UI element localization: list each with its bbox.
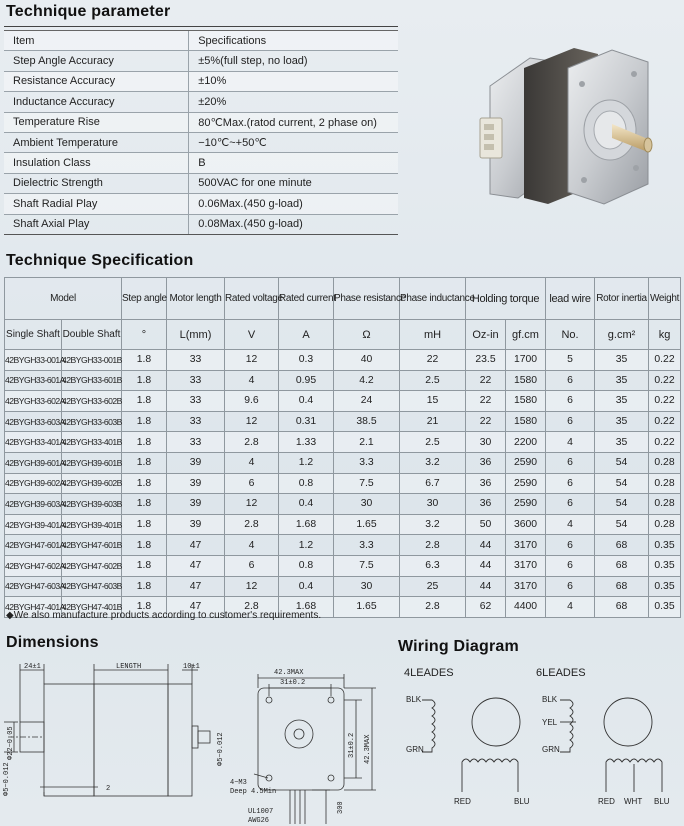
spec-cell: 36: [466, 494, 506, 515]
spec-cell: 0.4: [279, 494, 334, 515]
spec-cell: 2590: [506, 452, 546, 473]
spec-cell: 4400: [506, 597, 546, 618]
spec-cell: 1.68: [279, 597, 334, 618]
spec-unit-row: [5, 320, 681, 350]
spec-cell: 35: [595, 370, 649, 391]
model-cell: 42BYGH39-401B: [62, 514, 122, 535]
header-step-angle: Step angle: [122, 278, 167, 320]
spec-cell: 44: [466, 555, 506, 576]
spec-cell: 6: [546, 411, 595, 432]
spec-cell: 3600: [506, 514, 546, 535]
spec-cell: 0.8: [279, 473, 334, 494]
spec-cell: 0.4: [279, 391, 334, 412]
spec-cell: 22: [466, 391, 506, 412]
spec-cell: 6: [546, 370, 595, 391]
spec-cell: 3.2: [400, 514, 466, 535]
spec-cell: 6: [546, 391, 595, 412]
dim-lead-length: 300: [337, 801, 345, 814]
dim-length: LENGTH: [116, 663, 142, 671]
spec-cell: 39: [167, 494, 225, 515]
spec-cell: 3.2: [400, 452, 466, 473]
spec-cell: 6: [546, 494, 595, 515]
spec-cell: 1.8: [122, 535, 167, 556]
wire-red: RED: [454, 797, 471, 806]
parameter-row: [4, 173, 398, 193]
parameter-row: [4, 153, 398, 173]
unit-cell: Double Shaft: [62, 320, 122, 350]
spec-row: [5, 452, 681, 473]
spec-cell: 4: [225, 452, 279, 473]
spec-cell: 12: [225, 576, 279, 597]
unit-cell: Oz-in: [466, 320, 506, 350]
spec-cell: 30: [334, 494, 400, 515]
parameter-section-title: Technique parameter: [6, 3, 171, 20]
spec-cell: 22: [400, 350, 466, 371]
spec-row: [5, 514, 681, 535]
unit-cell: gf.cm: [506, 320, 546, 350]
spec-cell: 0.35: [649, 597, 681, 618]
spec-cell: 54: [595, 494, 649, 515]
parameter-value: 0.08Max.(450 g-load): [189, 214, 398, 234]
spec-cell: 33: [167, 391, 225, 412]
spec-cell: 1.8: [122, 473, 167, 494]
spec-cell: 3.3: [334, 535, 400, 556]
spec-cell: 38.5: [334, 411, 400, 432]
spec-cell: 4: [225, 535, 279, 556]
parameter-item: Item: [4, 31, 189, 51]
spec-cell: 2.5: [400, 432, 466, 453]
spec-cell: 4: [546, 514, 595, 535]
spec-cell: 7.5: [334, 473, 400, 494]
header-rotor-inertia: Rotor inertia: [595, 278, 649, 320]
spec-cell: 3.3: [334, 452, 400, 473]
spec-cell: 1.8: [122, 494, 167, 515]
model-cell: 42BYGH47-601A: [5, 535, 62, 556]
spec-cell: 36: [466, 452, 506, 473]
spec-cell: 2.8: [225, 597, 279, 618]
parameter-value: ±10%: [189, 71, 398, 91]
spec-row: [5, 432, 681, 453]
spec-cell: 4.2: [334, 370, 400, 391]
spec-row: [5, 391, 681, 412]
unit-cell: g.cm²: [595, 320, 649, 350]
spec-cell: 9.6: [225, 391, 279, 412]
spec-cell: 6: [546, 452, 595, 473]
spec-cell: 2.8: [225, 514, 279, 535]
model-cell: 42BYGH33-001B: [62, 350, 122, 371]
spec-cell: 1580: [506, 391, 546, 412]
model-cell: 42BYGH47-401B: [62, 597, 122, 618]
spec-cell: 2590: [506, 494, 546, 515]
spec-cell: 33: [167, 432, 225, 453]
header-lead-wire: lead wire: [546, 278, 595, 320]
spec-row: [5, 370, 681, 391]
spec-cell: 0.28: [649, 514, 681, 535]
unit-cell: kg: [649, 320, 681, 350]
spec-cell: 68: [595, 555, 649, 576]
spec-cell: 1.2: [279, 452, 334, 473]
spec-cell: 1.65: [334, 597, 400, 618]
spec-cell: 68: [595, 597, 649, 618]
parameter-row: [4, 112, 398, 132]
spec-row: [5, 576, 681, 597]
spec-cell: 12: [225, 411, 279, 432]
header-rated-voltage: Rated voltage: [225, 278, 279, 320]
model-cell: 42BYGH47-602B: [62, 555, 122, 576]
spec-cell: 4: [546, 432, 595, 453]
model-cell: 42BYGH39-602B: [62, 473, 122, 494]
model-cell: 42BYGH33-602A: [5, 391, 62, 412]
spec-cell: 47: [167, 576, 225, 597]
spec-cell: 1.2: [279, 535, 334, 556]
spec-cell: 0.95: [279, 370, 334, 391]
wiring-6-leads-label: 6LEADES: [536, 667, 586, 679]
parameter-item: Inductance Accuracy: [4, 92, 189, 112]
rotor-circle-4: [472, 698, 520, 746]
parameter-item: Shaft Radial Play: [4, 194, 189, 214]
spec-cell: 0.22: [649, 432, 681, 453]
spec-cell: 47: [167, 555, 225, 576]
spec-cell: 0.22: [649, 411, 681, 432]
unit-cell: mH: [400, 320, 466, 350]
spec-cell: 50: [466, 514, 506, 535]
parameter-value: ±5%(full step, no load): [189, 51, 398, 71]
specification-table: [4, 277, 681, 618]
model-cell: 42BYGH47-603B: [62, 576, 122, 597]
spec-cell: 62: [466, 597, 506, 618]
spec-cell: 6: [546, 535, 595, 556]
spec-cell: 15: [400, 391, 466, 412]
parameter-table: [4, 30, 398, 235]
spec-cell: 39: [167, 452, 225, 473]
spec-cell: 35: [595, 350, 649, 371]
spec-cell: 36: [466, 473, 506, 494]
model-cell: 42BYGH47-602A: [5, 555, 62, 576]
spec-cell: 1.8: [122, 597, 167, 618]
spec-cell: 0.35: [649, 555, 681, 576]
header-phase-inductance: Phase inductance: [400, 278, 466, 320]
spec-cell: 47: [167, 597, 225, 618]
dim-24: 24±1: [24, 663, 41, 671]
side-view-rearcap: [44, 684, 94, 796]
dim-cable1: UL1007: [248, 808, 274, 816]
spec-section-title: Technique Specification: [6, 252, 194, 269]
dimension-drawing: [0, 656, 384, 826]
wire-blk: BLK: [406, 695, 422, 704]
spec-cell: 0.35: [649, 535, 681, 556]
spec-cell: 1.8: [122, 452, 167, 473]
unit-cell: A: [279, 320, 334, 350]
dim-shaft-dia: Φ5−0.012: [3, 762, 11, 796]
wiring-4-leads-label: 4LEADES: [404, 667, 454, 679]
spec-cell: 54: [595, 514, 649, 535]
dim-shaft-dia-2: Φ5−0.012: [217, 732, 225, 766]
spec-cell: 68: [595, 576, 649, 597]
spec-cell: 30: [400, 494, 466, 515]
parameter-item: Step Angle Accuracy: [4, 51, 189, 71]
unit-cell: Ω: [334, 320, 400, 350]
wire-grn: GRN: [406, 745, 424, 754]
custom-note: ◆We also manufacture products according to customer's requirements.: [6, 610, 322, 621]
unit-cell: No.: [546, 320, 595, 350]
spec-row: [5, 535, 681, 556]
spec-row: [5, 494, 681, 515]
dim-deep: Deep 4.5Min: [230, 788, 277, 796]
header-model: Model: [5, 278, 122, 320]
wire-red-6: RED: [598, 797, 615, 806]
dim-10: 10±1: [183, 663, 200, 671]
wiring-diagram: [392, 660, 684, 826]
model-cell: 42BYGH33-401A: [5, 432, 62, 453]
title-rule: [4, 26, 398, 27]
wire-blu-6: BLU: [654, 797, 670, 806]
spec-row: [5, 555, 681, 576]
spec-cell: 35: [595, 432, 649, 453]
wire-blu: BLU: [514, 797, 530, 806]
model-cell: 42BYGH39-401A: [5, 514, 62, 535]
spec-cell: 22: [466, 370, 506, 391]
dim-screw: 4−M3: [230, 779, 247, 787]
spec-cell: 6.7: [400, 473, 466, 494]
parameter-header-row: [4, 31, 398, 51]
spec-cell: 21: [400, 411, 466, 432]
parameter-row: [4, 71, 398, 91]
header-holding-torque: Holding torque: [466, 278, 546, 320]
spec-cell: 6.3: [400, 555, 466, 576]
parameter-value: −10℃~+50℃: [189, 132, 398, 152]
spec-cell: 35: [595, 391, 649, 412]
model-cell: 42BYGH39-601A: [5, 452, 62, 473]
spec-cell: 0.8: [279, 555, 334, 576]
parameter-value: 0.06Max.(450 g-load): [189, 194, 398, 214]
spec-cell: 6: [546, 576, 595, 597]
model-cell: 42BYGH33-001A: [5, 350, 62, 371]
parameter-row: [4, 214, 398, 234]
spec-cell: 2.5: [400, 370, 466, 391]
spec-cell: 5: [546, 350, 595, 371]
spec-cell: 68: [595, 535, 649, 556]
spec-cell: 1580: [506, 370, 546, 391]
spec-cell: 6: [225, 555, 279, 576]
spec-cell: 30: [334, 576, 400, 597]
dim-boss-dia: Φ22−0.05: [7, 726, 15, 760]
spec-cell: 0.22: [649, 391, 681, 412]
model-cell: 42BYGH39-601B: [62, 452, 122, 473]
spec-row: [5, 411, 681, 432]
spec-cell: 4: [546, 597, 595, 618]
spec-cell: 6: [546, 473, 595, 494]
spec-cell: 44: [466, 535, 506, 556]
parameter-row: [4, 51, 398, 71]
spec-cell: 1.8: [122, 514, 167, 535]
unit-cell: Single Shaft: [5, 320, 62, 350]
spec-cell: 1.65: [334, 514, 400, 535]
model-cell: 42BYGH33-603A: [5, 411, 62, 432]
spec-cell: 0.22: [649, 350, 681, 371]
header-weight: Weight: [649, 278, 681, 320]
spec-cell: 1.8: [122, 350, 167, 371]
spec-cell: 2.1: [334, 432, 400, 453]
parameter-row: [4, 132, 398, 152]
spec-cell: 54: [595, 473, 649, 494]
parameter-value: 80℃Max.(ratod current, 2 phase on): [189, 112, 398, 132]
model-cell: 42BYGH47-401A: [5, 597, 62, 618]
spec-cell: 1.8: [122, 411, 167, 432]
model-cell: 42BYGH39-602A: [5, 473, 62, 494]
spec-cell: 23.5: [466, 350, 506, 371]
spec-cell: 39: [167, 473, 225, 494]
model-cell: 42BYGH33-401B: [62, 432, 122, 453]
parameter-item: Insulation Class: [4, 153, 189, 173]
spec-cell: 22: [466, 411, 506, 432]
stepper-motor-image: [472, 44, 662, 234]
spec-cell: 3170: [506, 576, 546, 597]
model-cell: 42BYGH39-603B: [62, 494, 122, 515]
dim-cable2: AWG26: [248, 817, 270, 825]
unit-cell: °: [122, 320, 167, 350]
parameter-value: ±20%: [189, 92, 398, 112]
spec-cell: 0.3: [279, 350, 334, 371]
spec-cell: 0.35: [649, 576, 681, 597]
spec-cell: 35: [595, 411, 649, 432]
spec-cell: 1.68: [279, 514, 334, 535]
spec-cell: 24: [334, 391, 400, 412]
spec-cell: 6: [546, 555, 595, 576]
model-cell: 42BYGH33-603B: [62, 411, 122, 432]
header-rated-current: Rated current: [279, 278, 334, 320]
spec-cell: 1580: [506, 411, 546, 432]
unit-cell: L(mm): [167, 320, 225, 350]
spec-cell: 1700: [506, 350, 546, 371]
spec-cell: 40: [334, 350, 400, 371]
dimensions-section-title: Dimensions: [6, 634, 99, 651]
spec-cell: 0.28: [649, 473, 681, 494]
spec-cell: 1.8: [122, 555, 167, 576]
spec-cell: 2.8: [225, 432, 279, 453]
parameter-item: Dielectric Strength: [4, 173, 189, 193]
dim-max-h: 42.3MAX: [364, 734, 372, 764]
spec-cell: 33: [167, 370, 225, 391]
parameter-item: Shaft Axial Play: [4, 214, 189, 234]
dim-hole-pitch: 31±0.2: [280, 679, 306, 687]
model-cell: 42BYGH39-603A: [5, 494, 62, 515]
spec-header-row: [5, 278, 681, 320]
spec-cell: 47: [167, 535, 225, 556]
wire-yel-6: YEL: [542, 718, 558, 727]
spec-cell: 0.4: [279, 576, 334, 597]
spec-cell: 2590: [506, 473, 546, 494]
wire-blk-6: BLK: [542, 695, 558, 704]
spec-cell: 2.8: [400, 535, 466, 556]
spec-cell: 7.5: [334, 555, 400, 576]
spec-row: [5, 473, 681, 494]
model-cell: 42BYGH47-601B: [62, 535, 122, 556]
parameter-row: [4, 194, 398, 214]
model-cell: 42BYGH33-601A: [5, 370, 62, 391]
spec-cell: 2.8: [400, 597, 466, 618]
wiring-section-title: Wiring Diagram: [398, 638, 519, 655]
model-cell: 42BYGH33-601B: [62, 370, 122, 391]
parameter-value: Specifications: [189, 31, 398, 51]
spec-cell: 3170: [506, 555, 546, 576]
parameter-item: Resistance Accuracy: [4, 71, 189, 91]
spec-cell: 2200: [506, 432, 546, 453]
spec-cell: 4: [225, 370, 279, 391]
parameter-value: B: [189, 153, 398, 173]
spec-cell: 0.31: [279, 411, 334, 432]
parameter-item: Ambient Temperature: [4, 132, 189, 152]
dim-hole-pitch-v: 31±0.2: [348, 732, 356, 758]
header-phase-resistance: Phase resistance: [334, 278, 400, 320]
spec-cell: 54: [595, 452, 649, 473]
model-cell: 42BYGH47-603A: [5, 576, 62, 597]
wire-grn-6: GRN: [542, 745, 560, 754]
spec-cell: 1.33: [279, 432, 334, 453]
spec-cell: 3170: [506, 535, 546, 556]
spec-cell: 12: [225, 350, 279, 371]
spec-cell: 1.8: [122, 370, 167, 391]
spec-cell: 1.8: [122, 576, 167, 597]
spec-cell: 0.28: [649, 494, 681, 515]
spec-row: [5, 350, 681, 371]
spec-cell: 44: [466, 576, 506, 597]
parameter-item: Temperature Rise: [4, 112, 189, 132]
parameter-value: 500VAC for one minute: [189, 173, 398, 193]
model-cell: 42BYGH33-602B: [62, 391, 122, 412]
spec-cell: 0.22: [649, 370, 681, 391]
spec-cell: 30: [466, 432, 506, 453]
spec-cell: 1.8: [122, 432, 167, 453]
spec-cell: 0.28: [649, 452, 681, 473]
spec-cell: 33: [167, 411, 225, 432]
spec-cell: 1.8: [122, 391, 167, 412]
spec-cell: 25: [400, 576, 466, 597]
header-motor-length: Motor length: [167, 278, 225, 320]
spec-cell: 33: [167, 350, 225, 371]
spec-cell: 39: [167, 514, 225, 535]
spec-cell: 12: [225, 494, 279, 515]
wire-wht-6: WHT: [624, 797, 643, 806]
dim-max-w: 42.3MAX: [274, 669, 304, 677]
dim-2: 2: [106, 785, 111, 793]
spec-cell: 6: [225, 473, 279, 494]
rotor-circle-6: [604, 698, 652, 746]
parameter-row: [4, 92, 398, 112]
unit-cell: V: [225, 320, 279, 350]
